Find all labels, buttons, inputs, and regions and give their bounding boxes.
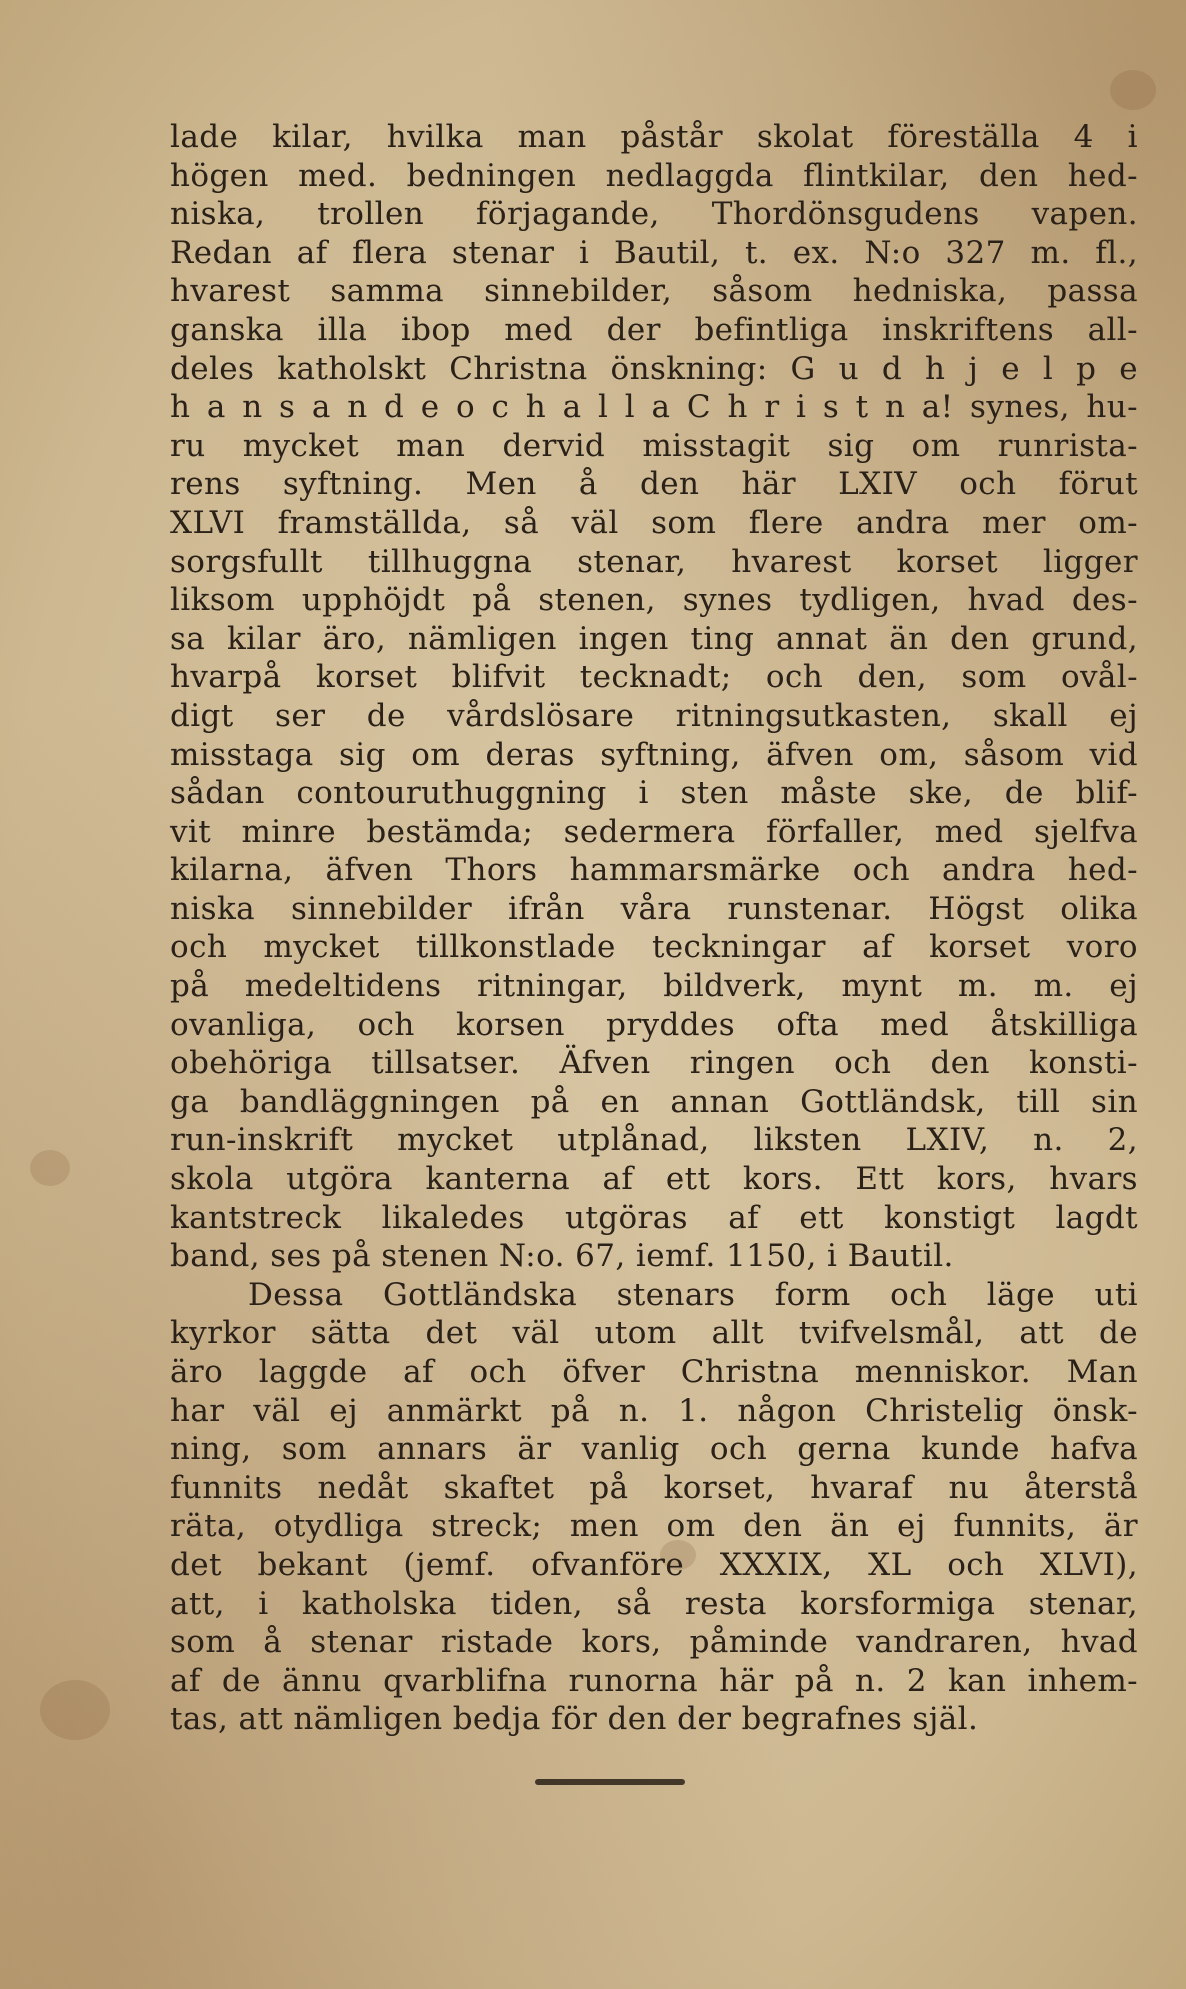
text-line: Redan af flera stenar i Bautil, t. ex. N:o 327 m. fl.,	[170, 234, 1138, 271]
text-line: misstaga sig om deras syftning, äfven om, såsom vid	[170, 736, 1138, 773]
text-line: ning, som annars är vanlig och gerna kunde hafva	[170, 1431, 1138, 1468]
text-line: som å stenar ristade kors, påminde vandraren, hvad	[170, 1624, 1138, 1661]
text-line: Dessa Gottländska stenars form och läge uti	[248, 1276, 1138, 1313]
text-line: obehöriga tillsatser. Äfven ringen och den konsti-	[170, 1045, 1138, 1082]
text-line: högen med. bedningen nedlaggda flintkilar, den hed-	[170, 157, 1138, 194]
text-line: run-inskrift mycket utplånad, liksten LXIV, n. 2,	[170, 1122, 1138, 1159]
text-line: ru mycket man dervid misstagit sig om runrista-	[170, 427, 1138, 464]
text-line: sa kilar äro, nämligen ingen ting annat än den grund,	[170, 620, 1138, 657]
text-line: att, i katholska tiden, så resta korsformiga stenar,	[170, 1585, 1138, 1622]
text-line: vit minre bestämda; sedermera förfaller, med sjelfva	[170, 813, 1138, 850]
text-line: lade kilar, hvilka man påstår skolat föreställa 4 i	[170, 119, 1138, 155]
text-line: niska, trollen förjagande, Thordönsgudens vapen.	[170, 196, 1138, 233]
text-line: sorgsfullt tillhuggna stenar, hvarest korset ligger	[170, 543, 1138, 580]
text-line: hvarest samma sinnebilder, såsom hedniska, passa	[170, 273, 1138, 310]
text-line: räta, otydliga streck; men om den än ej funnits, är	[170, 1508, 1138, 1545]
text-line: kantstreck likaledes utgöras af ett konstigt lagdt	[170, 1199, 1138, 1236]
text-line: band, ses på stenen N:o. 67, iemf. 1150, i Bautil.	[170, 1238, 954, 1275]
text-line: funnits nedåt skaftet på korset, hvaraf nu återstå	[170, 1469, 1138, 1506]
text-line: det bekant (jemf. ofvanföre XXXIX, XL och XLVI),	[170, 1546, 1138, 1583]
page-text	[170, 118, 1138, 1739]
text-line: niska sinnebilder ifrån våra runstenar. Högst olika	[170, 890, 1138, 927]
text-line: äro laggde af och öfver Christna menniskor. Man	[170, 1354, 1138, 1390]
text-line: kilarna, äfven Thors hammarsmärke och andra hed-	[170, 852, 1138, 889]
text-line: digt ser de vårdslösare ritningsutkasten, skall ej	[170, 697, 1138, 734]
text-line: hvarpå korset blifvit tecknadt; och den, som ovål-	[170, 659, 1138, 696]
foxing-spot	[40, 1680, 110, 1740]
foxing-spot	[1110, 70, 1156, 110]
ornamental-rule	[535, 1779, 685, 1785]
text-line: kyrkor sätta det väl utom allt tvifvelsmål, att de	[170, 1315, 1138, 1352]
text-line: ga bandläggningen på en annan Gottländsk, till sin	[170, 1083, 1138, 1120]
text-line: och mycket tillkonstlade teckningar af korset voro	[170, 929, 1138, 966]
text-line: XLVI framställda, så väl som flere andra mer om-	[170, 504, 1138, 541]
text-line: deles katholskt Christna önskning: G u d h j e l p e	[170, 350, 1138, 387]
text-line: ovanliga, och korsen pryddes ofta med åtskilliga	[170, 1006, 1138, 1043]
text-line: har väl ej anmärkt på n. 1. någon Christelig önsk-	[170, 1392, 1138, 1429]
text-line: tas, att nämligen bedja för den der begrafnes själ.	[170, 1701, 979, 1738]
text-line: liksom upphöjdt på stenen, synes tydligen, hvad des-	[170, 582, 1138, 619]
text-line: ganska illa ibop med der befintliga inskriftens all-	[170, 311, 1138, 348]
text-line: rens syftning. Men å den här LXIV och förut	[170, 466, 1138, 503]
foxing-spot	[30, 1150, 70, 1186]
text-line: af de ännu qvarblifna runorna här på n. 2 kan inhem-	[170, 1662, 1138, 1699]
text-line: h a n s a n d e o c h a l l a C h r i s t n a! synes, hu-	[170, 389, 1138, 426]
text-line: på medeltidens ritningar, bildverk, mynt m. m. ej	[170, 968, 1138, 1005]
text-line: sådan contouruthuggning i sten måste ske, de blif-	[170, 775, 1138, 812]
text-line: skola utgöra kanterna af ett kors. Ett kors, hvars	[170, 1161, 1138, 1198]
